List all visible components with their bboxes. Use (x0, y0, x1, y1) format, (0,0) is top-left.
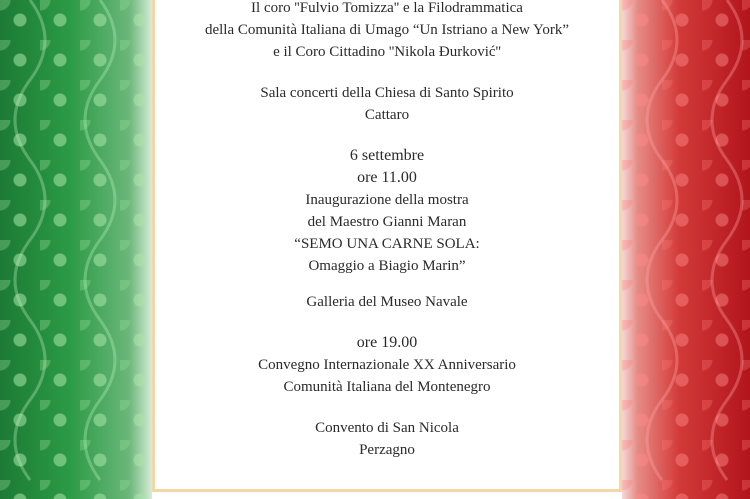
exhibit-line3: “SEMO UNA CARNE SOLA: (294, 236, 480, 252)
convent-line2: Perzagno (359, 442, 415, 458)
date: 6 settembre (349, 147, 425, 164)
green-damask-band (0, 0, 152, 499)
convent-line1: Convento di San Nicola (315, 420, 459, 436)
block1-line2: della Comunità Italiana di Umago “Un Istriano a New York” (204, 22, 570, 38)
time-evening: ore 19.00 (356, 334, 418, 351)
exhibit-line1: Inaugurazione della mostra (305, 192, 469, 208)
block1-line1: Il coro ''Fulvio Tomizza'' e la Filodrammatica (251, 0, 523, 16)
exhibit-line2: del Maestro Gianni Maran (307, 214, 467, 230)
time-morning: ore 11.00 (357, 169, 417, 186)
venue-line1: Sala concerti della Chiesa di Santo Spirito (260, 85, 514, 101)
convegno-line2: Comunità Italiana del Montenegro (283, 379, 491, 395)
damask-pattern-icon (0, 0, 152, 499)
exhibit-line4: Omaggio a Biagio Marin” (308, 258, 466, 274)
program-text (152, 0, 622, 461)
venue-line2: Cattaro (364, 107, 410, 123)
damask-pattern-icon (622, 0, 750, 499)
block1-line3: e il Coro Cittadino ''Nikola Đurković'' (273, 44, 501, 60)
gallery-venue: Galleria del Museo Navale (306, 294, 468, 310)
convegno-line1: Convegno Internazionale XX Anniversario (258, 357, 516, 373)
red-damask-band (622, 0, 750, 499)
